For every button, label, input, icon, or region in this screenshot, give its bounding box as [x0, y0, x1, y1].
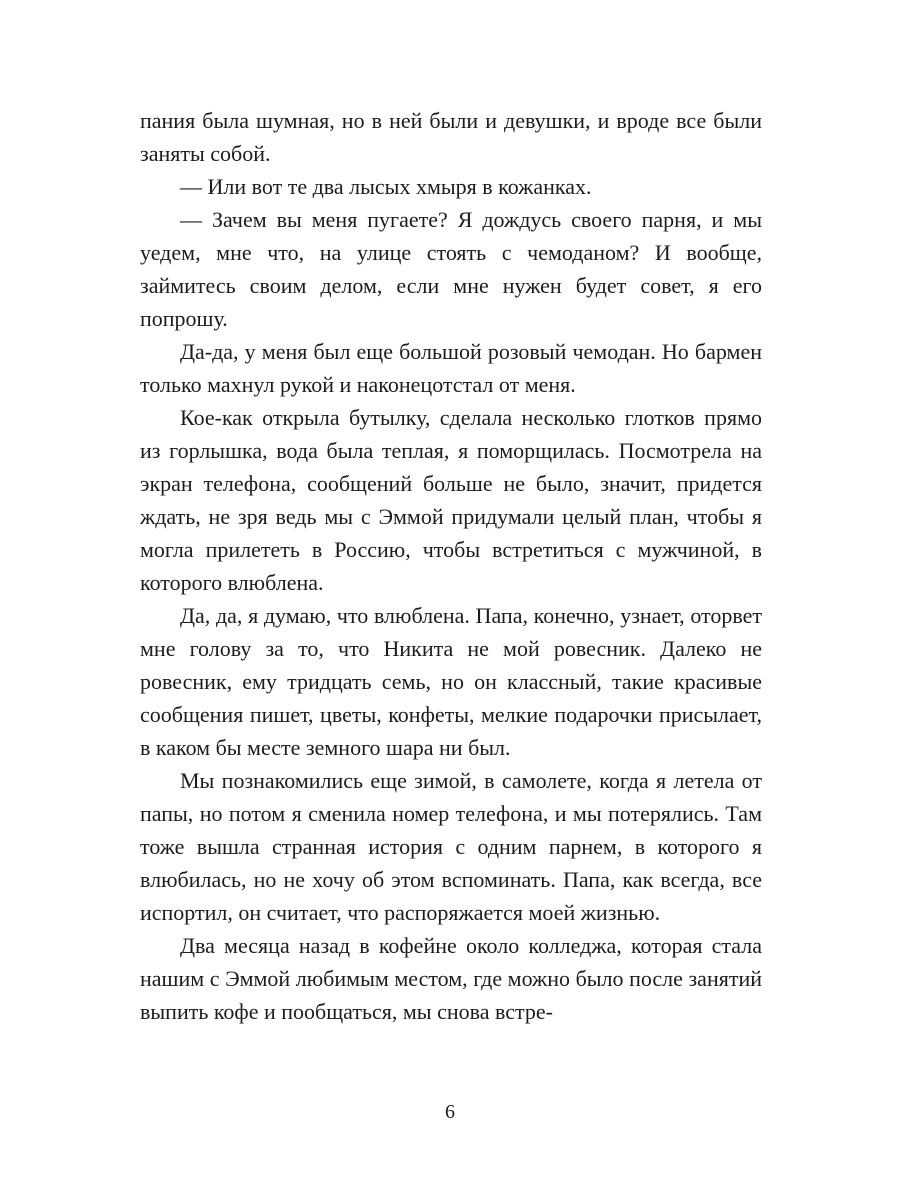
paragraph: — Или вот те два лысых хмыря в кожанках. — [180, 174, 592, 199]
paragraph: Два месяца назад в кофейне около колледжа, которая стала нашим с Эммой любимым местом, где можно было после занятий выпить кофе и пообщаться, мы снова встре- — [140, 933, 762, 1024]
paragraph: Кое-как открыла бутылку, сделала несколько глотков прямо из горлышка, вода была теплая, я поморщилась. Посмотрела на экран телефона, сообщений больше не было, значит, придется ждать, не зря ведь мы с Эммой придумали целый план, чтобы я могла прилететь в Россию, чтобы встретиться с мужчиной, в которого влюблена. — [140, 405, 762, 595]
page-number: 6 — [445, 1101, 455, 1123]
paragraph: Да, да, я думаю, что влюблена. Папа, конечно, узнает, оторвет мне голову за то, что Никита не мой ровесник. Далеко не ровесник, ему тридцать семь, но он классный, такие красивые сообщения пишет, цветы, конфеты, мелкие подарочки присылает, в каком бы месте земного шара ни был. — [140, 603, 762, 760]
paragraph: пания была шумная, но в ней были и девушки, и вроде все были заняты собой. — [140, 108, 762, 166]
paragraph: — Зачем вы меня пугаете? Я дождусь своего парня, и мы уедем, мне что, на улице стоять с чемоданом? И вообще, займитесь своим делом, если мне нужен будет совет, я его попрошу. — [140, 207, 762, 331]
page-text — [140, 104, 762, 1028]
paragraph: Да-да, у меня был еще большой розовый чемодан. Но бармен только махнул рукой и наконецотстал от меня. — [140, 339, 762, 397]
paragraph: Мы познакомились еще зимой, в самолете, когда я летела от папы, но потом я сменила номер телефона, и мы потерялись. Там тоже вышла странная история с одним парнем, в которого я влюбилась, но не хочу об этом вспоминать. Папа, как всегда, все испортил, он считает, что распоряжается моей жизнью. — [140, 768, 762, 925]
